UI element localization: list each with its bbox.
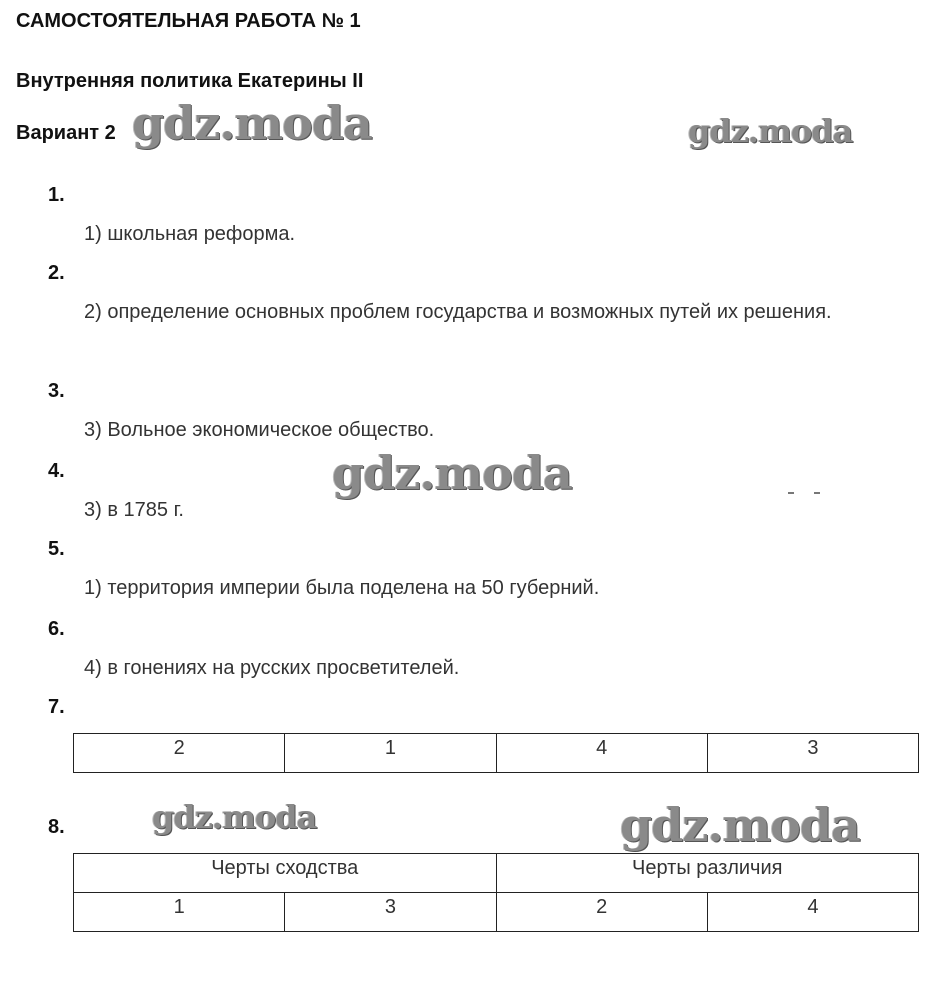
- question-6-number: 6.: [48, 618, 65, 640]
- table-header-similarities: Черты сходства: [74, 854, 497, 893]
- table-header-differences: Черты различия: [496, 854, 919, 893]
- table-cell: 4: [707, 893, 918, 932]
- table-cell: 4: [496, 734, 707, 773]
- table-cell: 1: [285, 734, 496, 773]
- table-cell: 3: [707, 734, 918, 773]
- table-cell: 2: [74, 734, 285, 773]
- table-cell: 3: [285, 893, 496, 932]
- page-title: САМОСТОЯТЕЛЬНАЯ РАБОТА № 1: [16, 10, 361, 32]
- dash-mark: [788, 492, 794, 494]
- table-header-row: [74, 854, 919, 893]
- watermark-logo: gdz.moda: [332, 446, 572, 500]
- question-4-number: 4.: [48, 460, 65, 482]
- question-1-answer: 1) школьная реформа.: [84, 223, 296, 245]
- question-2-answer: 2) определение основных проблем государства и возможных путей их решения.: [84, 301, 832, 323]
- table-row: [74, 893, 919, 932]
- table-cell: 1: [74, 893, 285, 932]
- variant-label: Вариант 2: [16, 122, 116, 144]
- question-2-number: 2.: [48, 262, 65, 284]
- question-3-answer: 3) Вольное экономическое общество.: [84, 419, 435, 441]
- question-7-number: 7.: [48, 696, 65, 718]
- watermark-logo: gdz.moda: [132, 96, 372, 150]
- answer-table-8: [73, 853, 919, 932]
- question-1-number: 1.: [48, 184, 65, 206]
- watermark-logo: gdz.moda: [688, 112, 853, 150]
- page-subtitle: Внутренняя политика Екатерины II: [16, 70, 364, 92]
- answer-table-7: [73, 733, 919, 773]
- watermark-logo: gdz.moda: [620, 798, 860, 852]
- question-8-number: 8.: [48, 816, 65, 838]
- question-5-number: 5.: [48, 538, 65, 560]
- watermark-logo: gdz.moda: [152, 798, 317, 836]
- table-cell: 2: [496, 893, 707, 932]
- question-4-answer: 3) в 1785 г.: [84, 499, 184, 521]
- table-row: [74, 734, 919, 773]
- question-5-answer: 1) территория империи была поделена на 50 губерний.: [84, 577, 600, 599]
- dash-mark: [814, 492, 820, 494]
- question-6-answer: 4) в гонениях на русских просветителей.: [84, 657, 460, 679]
- question-3-number: 3.: [48, 380, 65, 402]
